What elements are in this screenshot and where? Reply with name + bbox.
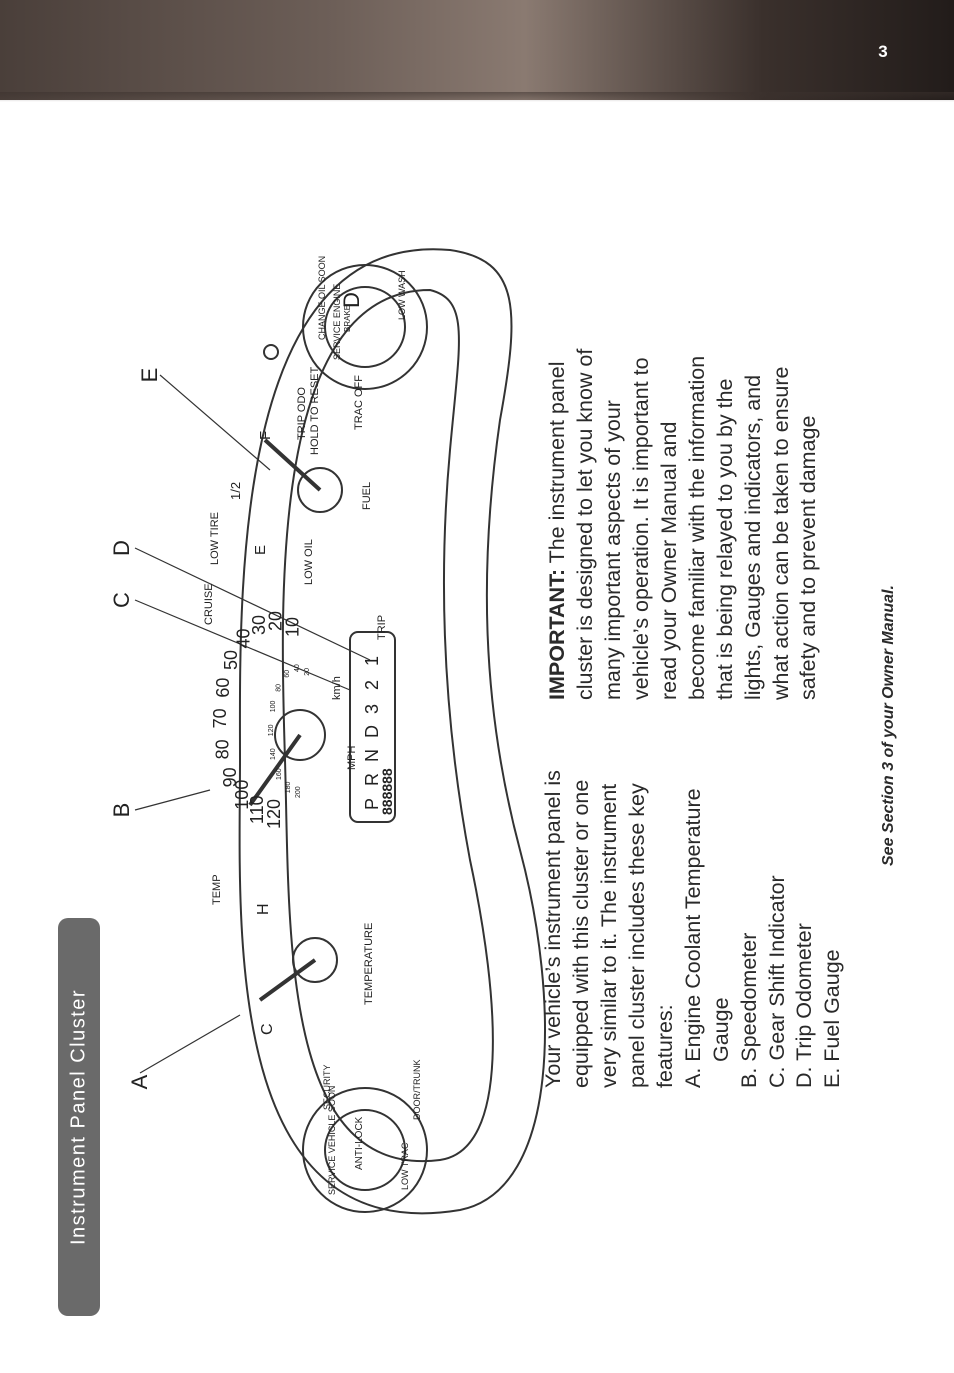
fuel-empty-label: E	[252, 544, 269, 555]
section-title: Instrument Panel Cluster	[67, 988, 90, 1246]
page-number: 3	[878, 42, 888, 61]
callout-a: A	[127, 1074, 152, 1090]
left-pod-ring-mid: SECURITY	[322, 1064, 332, 1110]
mph-tick-label: 100	[232, 779, 252, 810]
mph-tick-label: 10	[282, 616, 303, 637]
cluster-housing	[240, 249, 545, 1213]
callout-d-small: D	[339, 292, 364, 308]
kmh-tick-label: 100	[269, 700, 277, 713]
prndl-letter: 1	[362, 655, 382, 666]
kmh-tick-label: 40	[294, 664, 301, 672]
low-oil-label: LOW OIL	[303, 539, 315, 585]
mph-tick-label: 20	[265, 610, 286, 631]
trip-odo-label: TRIP ODO	[296, 387, 308, 440]
feature-list	[680, 748, 848, 1088]
feature-item: A. Engine Coolant Temperature Gauge	[680, 788, 733, 1088]
temp-hot-label: H	[255, 903, 272, 915]
left-pod-ring-top: SERVICE VEHICLE SOON	[327, 1085, 337, 1195]
kmh-tick-label: 160	[276, 768, 284, 780]
kmh-tick-label: 60	[283, 669, 291, 678]
odometer-digits: 888888	[379, 768, 395, 815]
footnote: See Section 3 of your Owner Manual.	[880, 585, 897, 866]
callout-c: C	[109, 592, 134, 608]
anti-lock-label: ANTI-LOCK	[354, 1116, 365, 1170]
reset-knob	[264, 345, 278, 359]
feature-item: C. Gear Shift Indicator	[764, 875, 789, 1088]
prndl-letter: N	[362, 749, 382, 762]
mph-tick-label: 70	[210, 708, 230, 729]
mph-tick-label: 30	[248, 614, 269, 635]
right-pod-ring-bottom: LOW WASH	[397, 270, 407, 320]
trac-off-label: TRAC OFF	[353, 375, 365, 430]
left-pod-ring-bottom: DOOR/TRUNK	[412, 1059, 422, 1120]
fuel-half-label: 1/2	[228, 481, 243, 500]
mph-tick-label: 90	[220, 767, 240, 788]
kmh-tick-label: 140	[270, 748, 278, 760]
fuel-label: FUEL	[361, 481, 373, 510]
cruise-label: CRUISE	[203, 583, 215, 625]
feature-item: B. Speedometer	[736, 932, 761, 1088]
mph-tick-label: 110	[247, 795, 268, 825]
mph-tick-label: 120	[264, 798, 284, 829]
trip-label: TRIP	[376, 614, 388, 640]
speedo-needle	[250, 735, 300, 805]
left-pod-inner	[325, 1110, 405, 1190]
prndl-letter: 2	[362, 679, 382, 690]
prndl-letter: R	[362, 773, 382, 786]
hold-reset-label: HOLD TO RESET	[309, 366, 321, 455]
callout-b: B	[109, 802, 134, 818]
mph-tick-label: 60	[213, 677, 233, 698]
prndl-letter: P	[362, 797, 382, 810]
important-block	[544, 340, 823, 700]
mph-label: MPH	[346, 745, 358, 770]
mph-tick-label: 80	[212, 739, 233, 760]
kmh-tick-label: 80	[275, 684, 283, 692]
leader-a	[140, 1015, 240, 1073]
intro-paragraph: Your vehicle’s instrument panel is equipped with this cluster or one very similar to it. The instrument panel cluster includes these key features:	[541, 770, 677, 1088]
prndl-letter: D	[362, 725, 382, 738]
mph-tick-label: 50	[221, 649, 241, 670]
temperature-label: TEMPERATURE	[363, 922, 375, 1005]
kmh-tick-label: 20	[304, 668, 312, 676]
leader-e	[160, 375, 270, 470]
leader-b	[135, 790, 210, 810]
temp-icon-label: TEMP	[211, 874, 223, 905]
mph-tick-label: 40	[233, 628, 254, 649]
fuel-full-label: F	[257, 430, 274, 440]
kmh-label: km/h	[331, 676, 343, 700]
temp-cold-label: C	[259, 1023, 276, 1035]
prndl-letter: 3	[362, 703, 382, 714]
important-body: The instrument panel cluster is designed to let you know of many important aspects of your vehicle’s operation. It is important to read your Owner Manual and become familiar with the information that is being relayed to you by the lights, Gauges and indicators, and what action can be taken to ensure safety and to prevent damage	[545, 348, 821, 700]
feature-item: E. Fuel Gauge	[820, 949, 845, 1088]
left-pod-ring-low: LOW TRAC	[400, 1142, 410, 1190]
callout-d: D	[109, 540, 134, 556]
brake-label: BRAKE	[343, 304, 352, 332]
low-tire-label: LOW TIRE	[209, 512, 221, 565]
kmh-tick-label: 180	[284, 781, 292, 794]
intro-block	[540, 748, 847, 1088]
feature-item: D. Trip Odometer	[792, 923, 817, 1088]
right-pod-ring-mid: CHANGE OIL SOON	[317, 255, 327, 340]
kmh-tick-label: 120	[268, 724, 275, 737]
important-lead: IMPORTANT:	[545, 569, 569, 700]
right-pod-ring-top: SERVICE ENGINE	[332, 283, 342, 360]
kmh-tick-label: 200	[295, 786, 302, 798]
callout-e: E	[137, 367, 162, 383]
